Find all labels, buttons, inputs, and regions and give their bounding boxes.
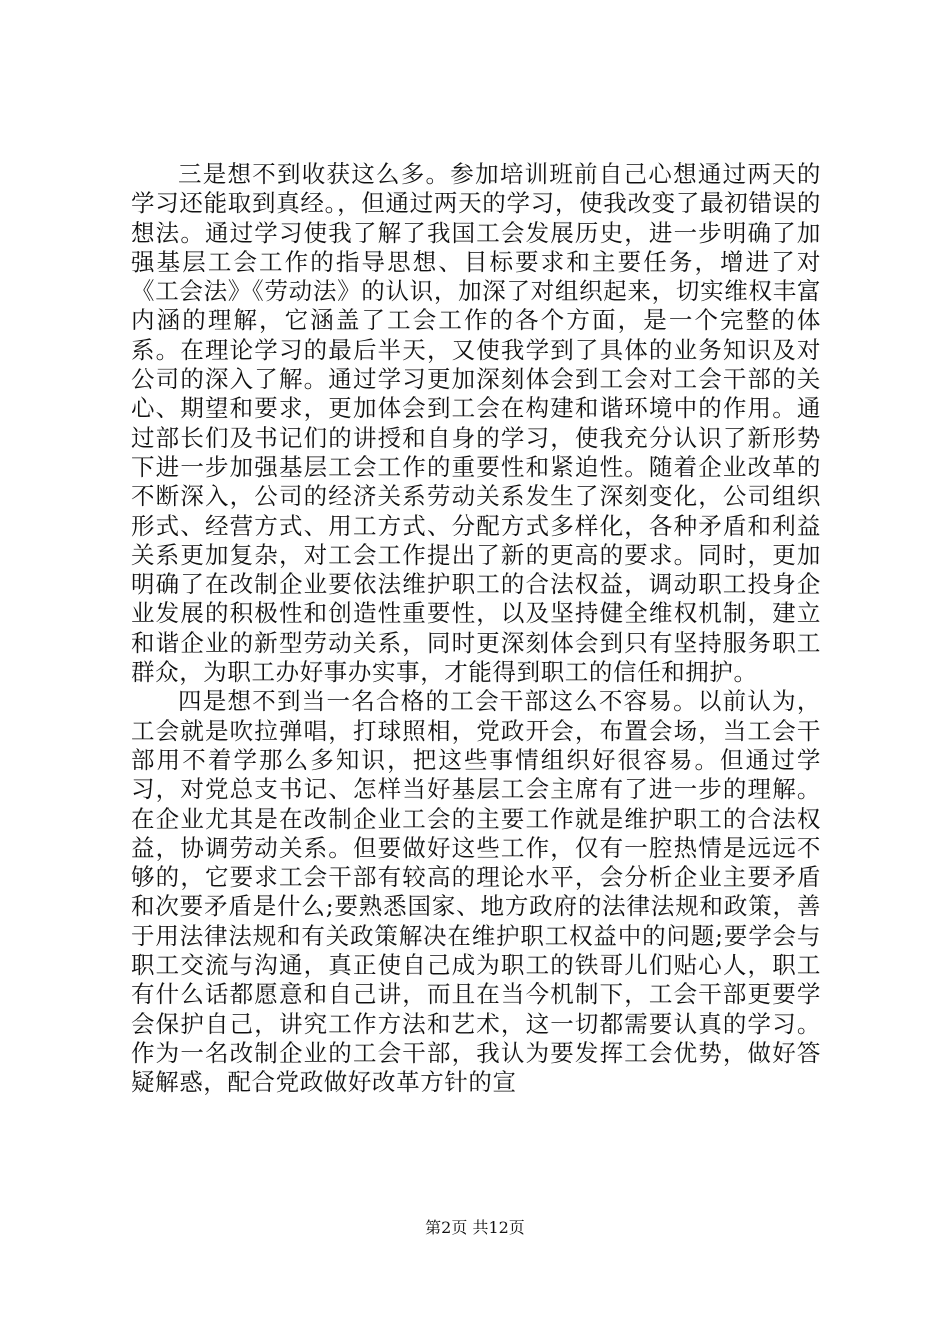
paragraph-four: 四是想不到当一名合格的工会干部这么不容易。以前认为，工会就是吹拉弹唱，打球照相，党政开会，布置会场，当工会干部用不着学那么多知识，把这些事情组织好很容易。但通过学习，对党总支书记、怎样当好基层工会主席有了进一步的理解。在企业尤其是在改制企业工会的主要工作就是维护职工的合法权益，协调劳动关系。但要做好这些工作，仅有一腔热情是远远不够的，它要求工会干部有较高的理论水平，会分析企业主要矛盾和次要矛盾是什么;要熟悉国家、地方政府的法律法规和政策，善于用法律法规和有关政策解决在维护职工权益中的问题;要学会与职工交流与沟通，真正使自己成为职工的铁哥儿们贴心人，职工有什么话都愿意和自己讲，而且在当今机制下，工会干部更要学会保护自己，讲究工作方法和艺术，这一切都需要认真的学习。作为一名改制企业的工会干部，我认为要发挥工会优势，做好答疑解惑，配合党政做好改革方针的宣 (131, 687, 821, 1097)
document-body (131, 160, 821, 1098)
page-number-footer: 第2页 共12页 (425, 1218, 525, 1237)
paragraph-three: 三是想不到收获这么多。参加培训班前自己心想通过两天的学习还能取到真经。，但通过两天的学习，使我改变了最初错误的想法。通过学习使我了解了我国工会发展历史，进一步明确了加强基层工会工作的指导思想、目标要求和主要任务，增进了对《工会法》《劳动法》的认识，加深了对组织起来，切实维权丰富内涵的理解，它涵盖了工会工作的各个方面，是一个完整的体系。在理论学习的最后半天，又使我学到了具体的业务知识及对公司的深入了解。通过学习更加深刻体会到工会对工会干部的关心、期望和要求，更加体会到工会在构建和谐环境中的作用。通过部长们及书记们的讲授和自身的学习，使我充分认识了新形势下进一步加强基层工会工作的重要性和紧迫性。随着企业改革的不断深入，公司的经济关系劳动关系发生了深刻变化，公司组织形式、经营方式、用工方式、分配方式多样化，各种矛盾和利益关系更加复杂，对工会工作提出了新的更高的要求。同时，更加明确了在改制企业要依法维护职工的合法权益，调动职工投身企业发展的积极性和创造性重要性，以及坚持健全维权机制，建立和谐企业的新型劳动关系，同时更深刻体会到只有坚持服务职工群众，为职工办好事办实事，才能得到职工的信任和拥护。 (131, 160, 821, 687)
